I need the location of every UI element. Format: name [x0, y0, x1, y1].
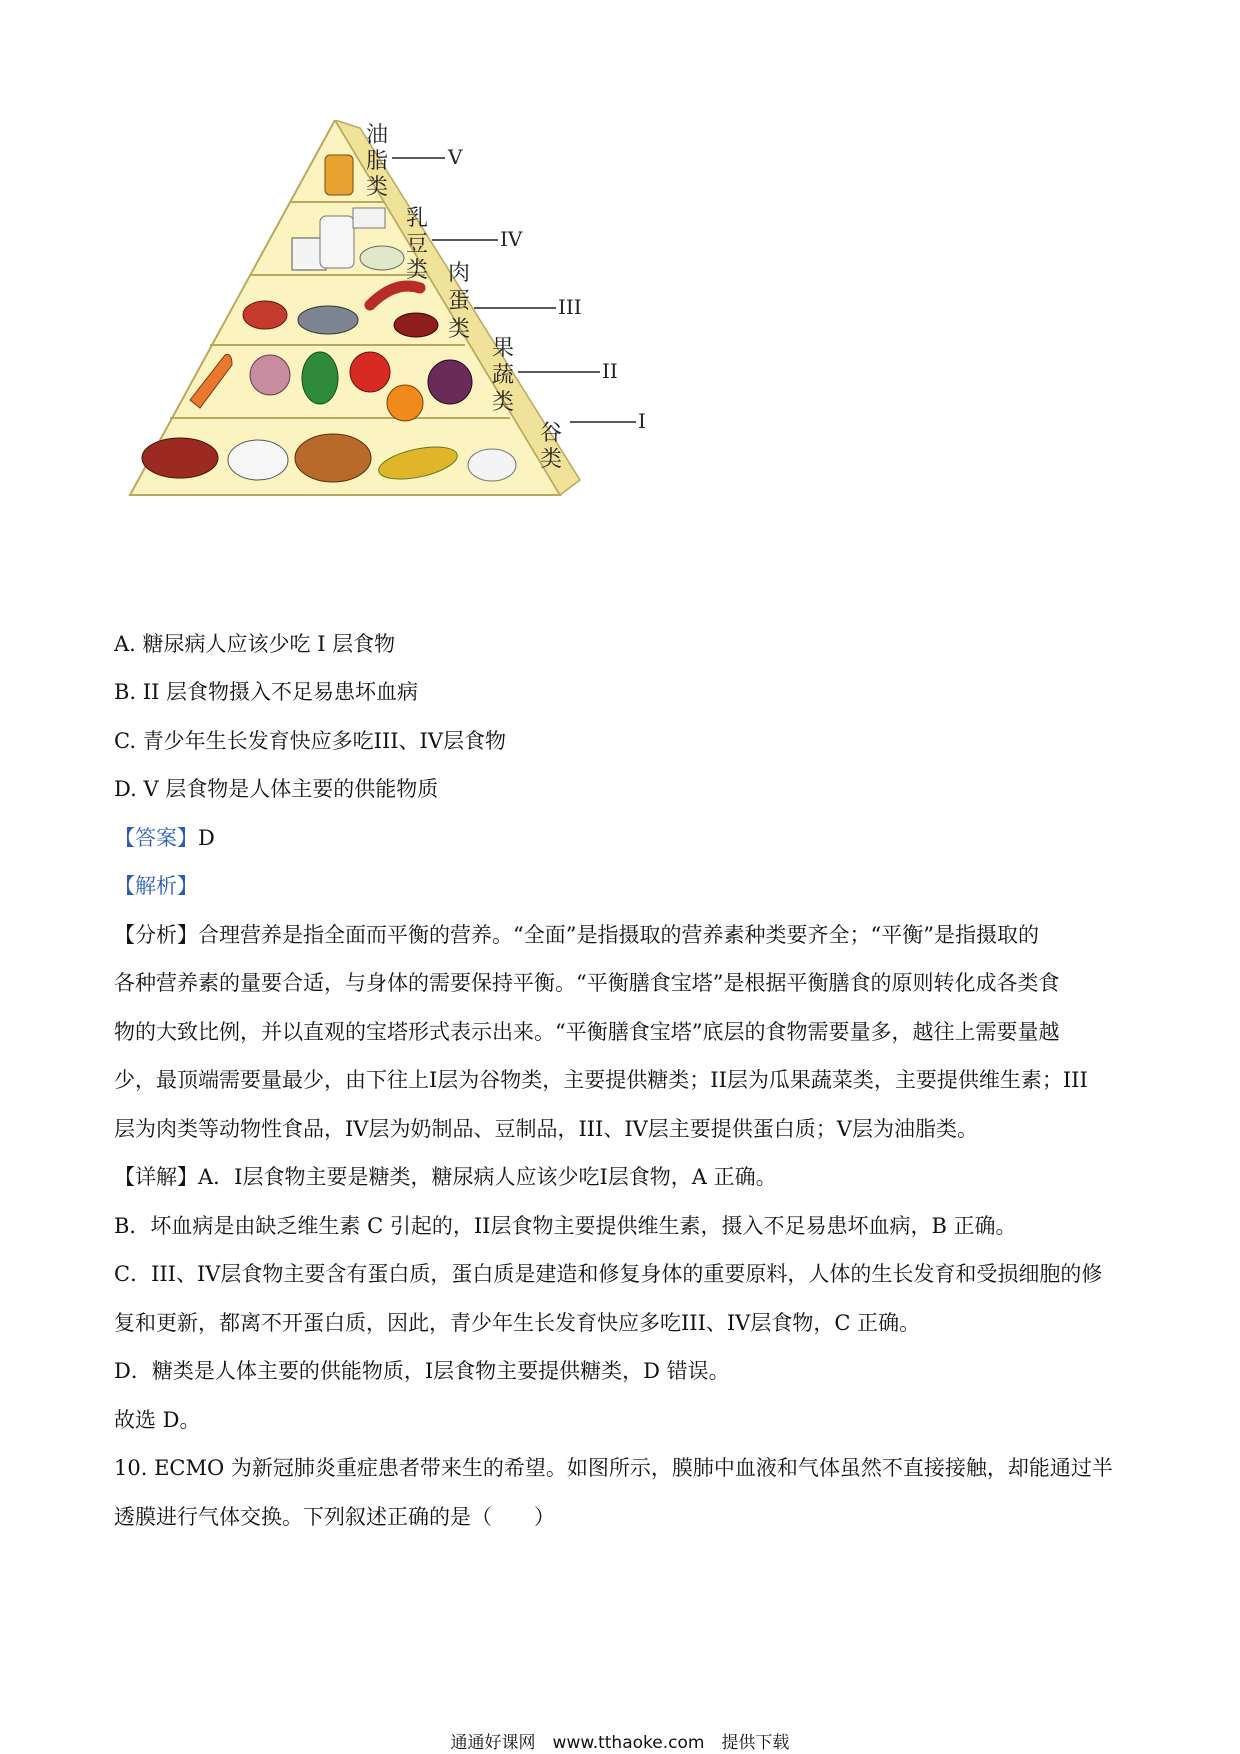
apple-icon	[350, 352, 390, 392]
level-1-label-char: 谷	[540, 421, 563, 446]
analysis-heading: 【解析】	[114, 874, 198, 898]
rice-bowl-icon	[468, 449, 516, 481]
option-a: A. 糖尿病人应该少吃 I 层食物	[114, 632, 396, 656]
level-5-label-char: 类	[366, 175, 389, 200]
detail-tag: 【详解】	[114, 1165, 198, 1189]
level-4-label-char: 豆	[406, 232, 429, 257]
level-5-roman: V	[448, 145, 463, 169]
level-1-roman: I	[638, 409, 646, 433]
option-b: B. II 层食物摄入不足易患坏血病	[114, 680, 419, 704]
analysis-line	[114, 919, 1039, 949]
grape-icon	[428, 360, 472, 404]
food-pyramid-figure	[120, 120, 740, 570]
level-2-label-char: 蔬	[492, 363, 515, 388]
analysis-text: 合理营养是指全面而平衡的营养。“全面”是指摄取的营养素种类要齐全；“平衡”是指摄取的	[198, 923, 1039, 947]
steamed-bun-icon	[228, 440, 288, 480]
level-3-label-char: 类	[448, 317, 471, 342]
answer-tag: 【答案】	[114, 826, 198, 850]
milk-jar-icon	[320, 216, 354, 268]
detail-line	[114, 1161, 777, 1191]
analysis-line: 物的大致比例，并以直观的宝塔形式表示出来。“平衡膳食宝塔”底层的食物需要量多，越往上需要量越	[114, 1020, 1060, 1044]
sweet-potato-icon	[142, 438, 218, 478]
analysis-tag: 【分析】	[114, 923, 198, 947]
detail-text: A．I层食物主要是糖类，糖尿病人应该少吃I层食物，A 正确。	[198, 1165, 777, 1189]
analysis-line: 层为肉类等动物性食品，IV层为奶制品、豆制品，III、IV层主要提供蛋白质；V层为油脂类。	[114, 1117, 978, 1141]
option-c: C. 青少年生长发育快应多吃III、IV层食物	[114, 729, 507, 753]
orange-icon	[387, 385, 423, 421]
vegetable-icon	[302, 352, 338, 404]
bread-icon	[295, 434, 371, 482]
option-d: D. V 层食物是人体主要的供能物质	[114, 777, 439, 801]
detail-line: B．坏血病是由缺乏维生素 C 引起的，II层食物主要提供维生素，摄入不足易患坏血病，B 正确。	[114, 1214, 1017, 1238]
question-10-line: 10. ECMO 为新冠肺炎重症患者带来生的希望。如图所示，膜肺中血液和气体虽然不直接接触，却能通过半	[114, 1456, 1113, 1480]
level-2-label-char: 果	[492, 336, 515, 361]
level-3-label-char: 蛋	[448, 289, 471, 314]
level-4-label-char: 乳	[406, 206, 429, 231]
oil-bottle-icon	[325, 155, 353, 195]
detail-line: D．糖类是人体主要的供能物质，I层食物主要提供糖类，D 错误。	[114, 1359, 730, 1383]
level-4-label-char: 类	[406, 258, 429, 283]
level-2-roman: II	[602, 359, 618, 383]
level-5-label-char: 油	[366, 123, 389, 148]
tofu-icon	[353, 208, 385, 228]
analysis-line: 少，最顶端需要量最少，由下往上I层为谷物类，主要提供糖类；II层为瓜果蔬菜类，主要提供维生素；III	[114, 1068, 1088, 1092]
food-pyramid-svg	[120, 120, 740, 570]
question-10-line: 透膜进行气体交换。下列叙述正确的是（ ）	[114, 1505, 555, 1529]
level-5-label-char: 脂	[366, 149, 389, 174]
level-3-roman: III	[558, 295, 582, 319]
level-2-label-char: 类	[492, 390, 515, 415]
fish-icon	[298, 306, 358, 334]
level-4-roman: IV	[500, 227, 523, 251]
answer-value: D	[198, 826, 215, 850]
onion-icon	[250, 355, 290, 395]
ham-icon	[243, 301, 287, 329]
answer-line	[114, 822, 215, 852]
level-3-label-char: 肉	[448, 261, 471, 286]
page-footer: 通通好课网 www.tthaoke.com 提供下载	[450, 1733, 790, 1753]
analysis-line: 各种营养素的量要合适，与身体的需要保持平衡。“平衡膳食宝塔”是根据平衡膳食的原则转化成各类食	[114, 971, 1060, 995]
conclusion-line: 故选 D。	[114, 1408, 201, 1432]
level-1-label-char: 类	[540, 447, 563, 472]
bowl-icon	[360, 246, 404, 270]
detail-line: C．III、IV层食物主要含有蛋白质，蛋白质是建造和修复身体的重要原料，人体的生长发育和受损细胞的修	[114, 1262, 1103, 1286]
detail-line: 复和更新，都离不开蛋白质，因此，青少年生长发育快应多吃III、IV层食物，C 正确。	[114, 1311, 921, 1335]
liver-icon	[394, 313, 438, 337]
